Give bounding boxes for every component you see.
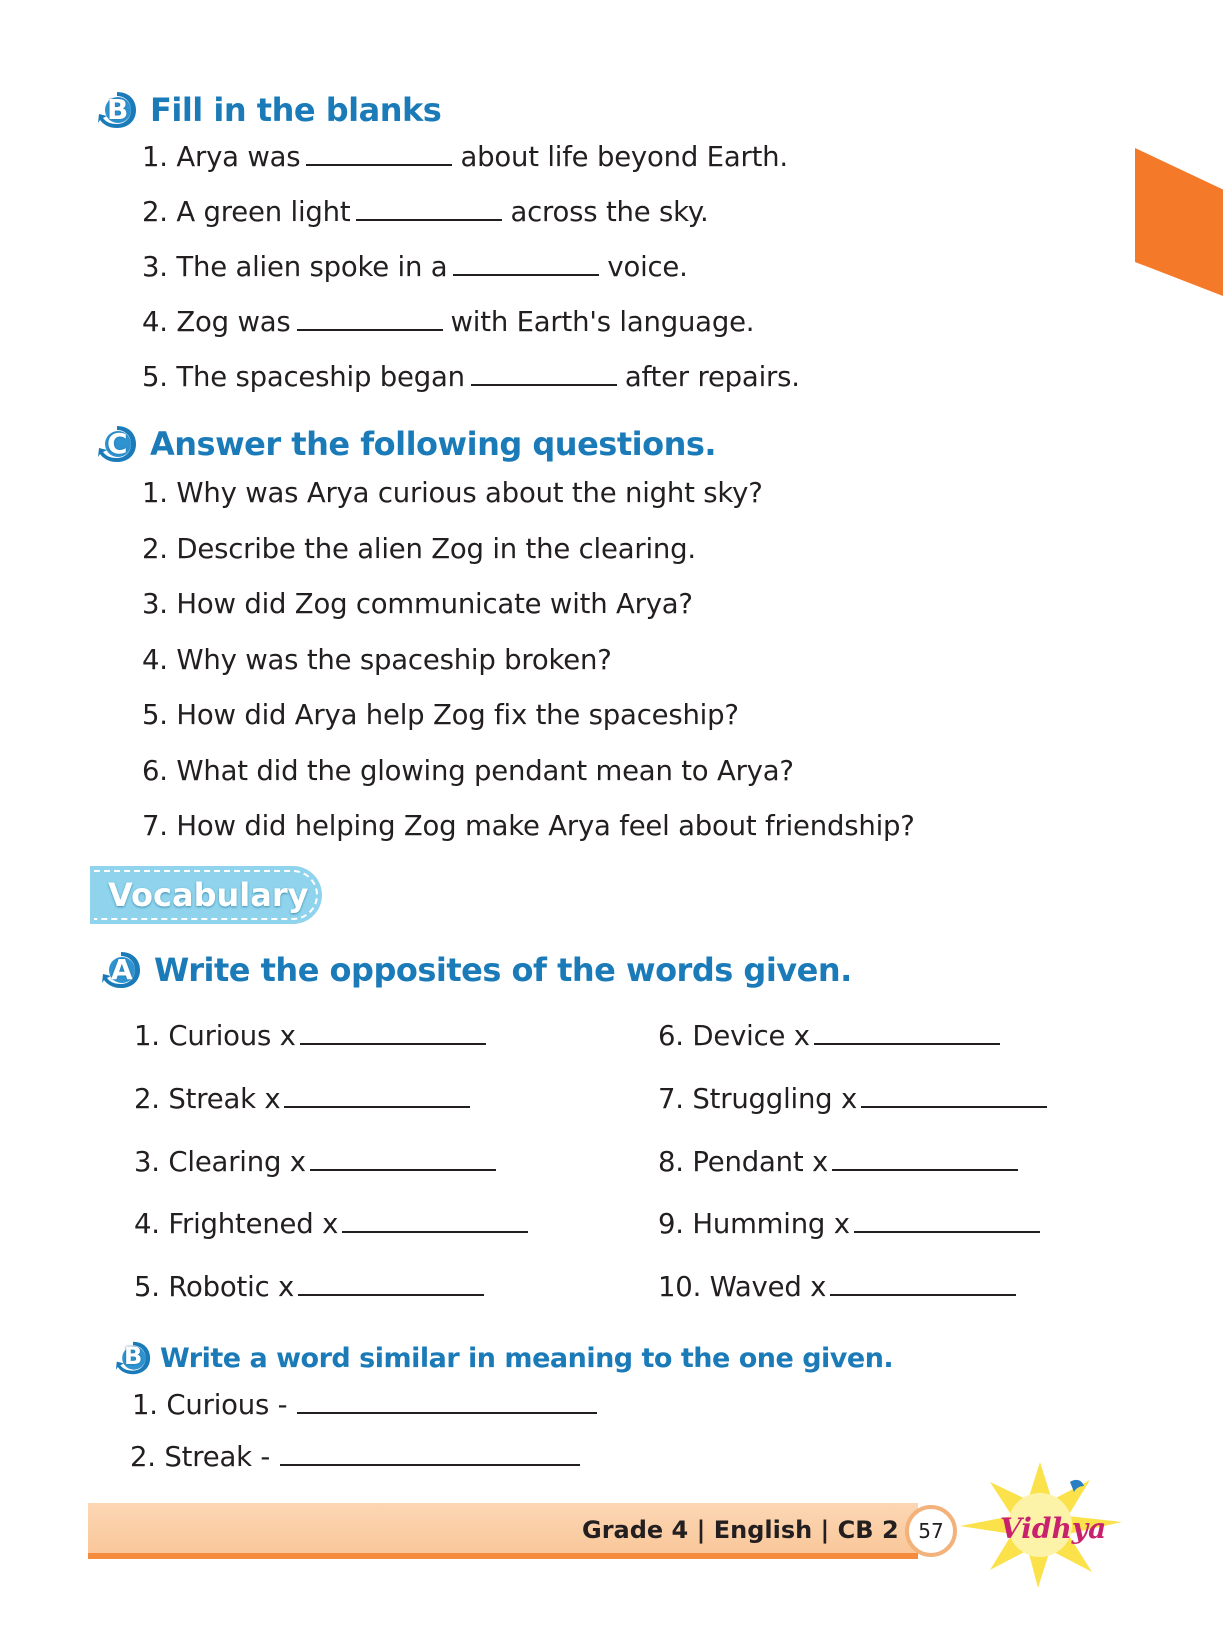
vocab-b-heading <box>114 1340 893 1376</box>
blank-line[interactable] <box>861 1084 1047 1108</box>
section-c-heading <box>96 424 716 464</box>
blank-line[interactable] <box>297 307 443 331</box>
opposite-item-10: 10. Waved x <box>658 1271 1024 1303</box>
opposite-item-5: 5. Robotic x <box>134 1271 492 1303</box>
vocab-a-badge <box>100 950 142 990</box>
blank-line[interactable] <box>298 1272 484 1296</box>
section-b-heading <box>96 90 441 130</box>
question-1: 1. Why was Arya curious about the night sky? <box>142 477 763 509</box>
vocab-a-badge-letter: A <box>111 953 133 986</box>
vocabulary-banner <box>90 866 322 924</box>
blank-line[interactable] <box>280 1442 580 1466</box>
opposite-item-7: 7. Struggling x <box>658 1083 1055 1115</box>
blank-line[interactable] <box>356 197 502 221</box>
opposite-item-4: 4. Frightened x <box>134 1208 536 1240</box>
footer-text: Grade 4 | English | CB 2 <box>582 1516 899 1544</box>
section-c-title: Answer the following questions. <box>150 425 717 463</box>
fill-blank-item-1: 1. Arya was about life beyond Earth. <box>142 141 788 173</box>
orange-side-tab <box>1135 148 1223 296</box>
similar-item-1: 1. Curious - <box>132 1389 605 1421</box>
question-6: 6. What did the glowing pendant mean to Arya? <box>142 755 794 787</box>
vocab-b-badge <box>114 1340 152 1376</box>
fill-blank-item-5: 5. The spaceship began after repairs. <box>142 361 800 393</box>
section-c-badge-letter: C <box>107 427 128 460</box>
fill-blank-item-4: 4. Zog was with Earth's language. <box>142 306 755 338</box>
vocab-a-title: Write the opposites of the words given. <box>154 951 852 989</box>
vocabulary-banner-label: Vocabulary <box>108 876 309 914</box>
blank-line[interactable] <box>814 1021 1000 1045</box>
question-3: 3. How did Zog communicate with Arya? <box>142 588 693 620</box>
vocab-b-title: Write a word similar in meaning to the one given. <box>160 1342 894 1374</box>
blank-line[interactable] <box>284 1084 470 1108</box>
opposite-item-9: 9. Humming x <box>658 1208 1048 1240</box>
question-7: 7. How did helping Zog make Arya feel about friendship? <box>142 810 915 842</box>
opposite-item-3: 3. Clearing x <box>134 1146 504 1178</box>
section-b-title: Fill in the blanks <box>150 91 442 129</box>
vidhya-logo-text: Vidhya <box>1000 1512 1107 1545</box>
section-b-badge <box>96 90 138 130</box>
blank-line[interactable] <box>832 1147 1018 1171</box>
section-b-badge-letter: B <box>107 93 129 126</box>
blank-line[interactable] <box>342 1209 528 1233</box>
blank-line[interactable] <box>453 252 599 276</box>
vocab-a-heading <box>100 950 852 990</box>
question-4: 4. Why was the spaceship broken? <box>142 644 612 676</box>
page-number: 57 <box>905 1505 957 1557</box>
opposite-item-6: 6. Device x <box>658 1020 1008 1052</box>
blank-line[interactable] <box>310 1147 496 1171</box>
fill-blank-item-3: 3. The alien spoke in a voice. <box>142 251 688 283</box>
blank-line[interactable] <box>297 1390 597 1414</box>
blank-line[interactable] <box>854 1209 1040 1233</box>
vocab-b-badge-letter: B <box>124 1342 143 1370</box>
question-5: 5. How did Arya help Zog fix the spaceship? <box>142 699 739 731</box>
blank-line[interactable] <box>306 142 452 166</box>
opposite-item-2: 2. Streak x <box>134 1083 478 1115</box>
blank-line[interactable] <box>471 362 617 386</box>
blank-line[interactable] <box>300 1021 486 1045</box>
similar-item-2: 2. Streak - <box>130 1441 588 1473</box>
section-c-badge <box>96 424 138 464</box>
question-2: 2. Describe the alien Zog in the clearing. <box>142 533 696 565</box>
opposite-item-8: 8. Pendant x <box>658 1146 1026 1178</box>
blank-line[interactable] <box>830 1272 1016 1296</box>
fill-blank-item-2: 2. A green light across the sky. <box>142 196 709 228</box>
opposite-item-1: 1. Curious x <box>134 1020 494 1052</box>
